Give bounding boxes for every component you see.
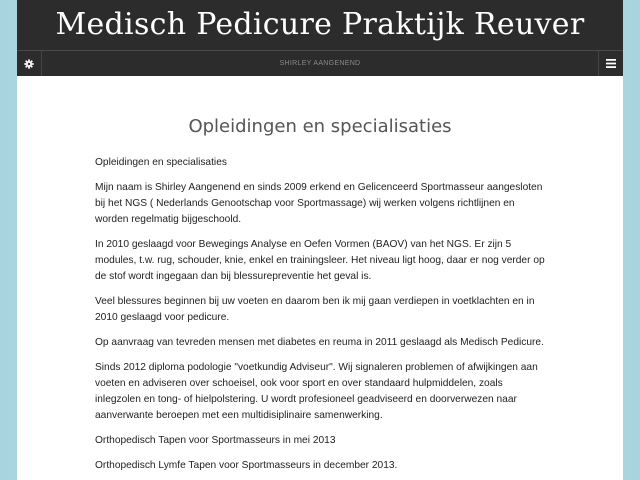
menu-icon [606, 59, 616, 68]
menu-button[interactable] [598, 51, 623, 76]
site-title[interactable]: Medisch Pedicure Praktijk Reuver [55, 7, 585, 42]
nav-center [17, 60, 623, 67]
paragraph: Mijn naam is Shirley Aangenend en sinds 2009 erkend en Gelicenceerd Sportmasseur aangesloten bij het NGS ( Nederlands Genootschap voor Sportmassage) wij werken volgens richtlijnen en worden regelmatig bijgeschoold. [95, 182, 543, 225]
paragraph: Veel blessures beginnen bij uw voeten en daarom ben ik mij gaan verdiepen in voetklachten en in 2010 geslaagd voor pedicure. [95, 296, 535, 323]
site-header [17, 0, 623, 50]
paragraph: Orthopedisch Tapen voor Sportmasseurs in mei 2013 [95, 435, 336, 446]
main-content [17, 116, 623, 474]
paragraph: Opleidingen en specialisaties [95, 157, 227, 168]
gear-icon [24, 59, 34, 69]
paragraph: Sinds 2012 diploma podologie "voetkundig Adviseur". Wij signaleren problemen of afwijkingen aan voeten en adviseren over schoeisel, ook voor sport en over standaard hulpmiddelen, zoals inlegzolen en tong- of hielpolstering. U wordt profesioneel geadviseerd en doorverwezen naar aanverwante beroepen met een multidisiplinaire samenwerking. [95, 362, 538, 421]
page-title: Opleidingen en specialisaties [188, 116, 452, 137]
page-wrapper [17, 0, 623, 480]
nav-link-shirley-aangenend[interactable]: SHIRLEY AANGENEND [279, 60, 361, 67]
top-navbar [17, 50, 623, 76]
paragraph: Orthopedisch Lymfe Tapen voor Sportmasseurs in december 2013. [95, 460, 398, 471]
paragraph: Op aanvraag van tevreden mensen met diabetes en reuma in 2011 geslaagd als Medisch Pedicure. [95, 337, 544, 348]
paragraph: In 2010 geslaagd voor Bewegings Analyse en Oefen Vormen (BAOV) van het NGS. Er zijn 5 modules, t.w. rug, schouder, knie, enkel en trainingsleer. Het niveau ligt hoog, daar er nog verder op de stof wordt ingegaan dan bij blessurepreventie het geval is. [95, 239, 545, 282]
settings-button[interactable] [17, 51, 42, 76]
